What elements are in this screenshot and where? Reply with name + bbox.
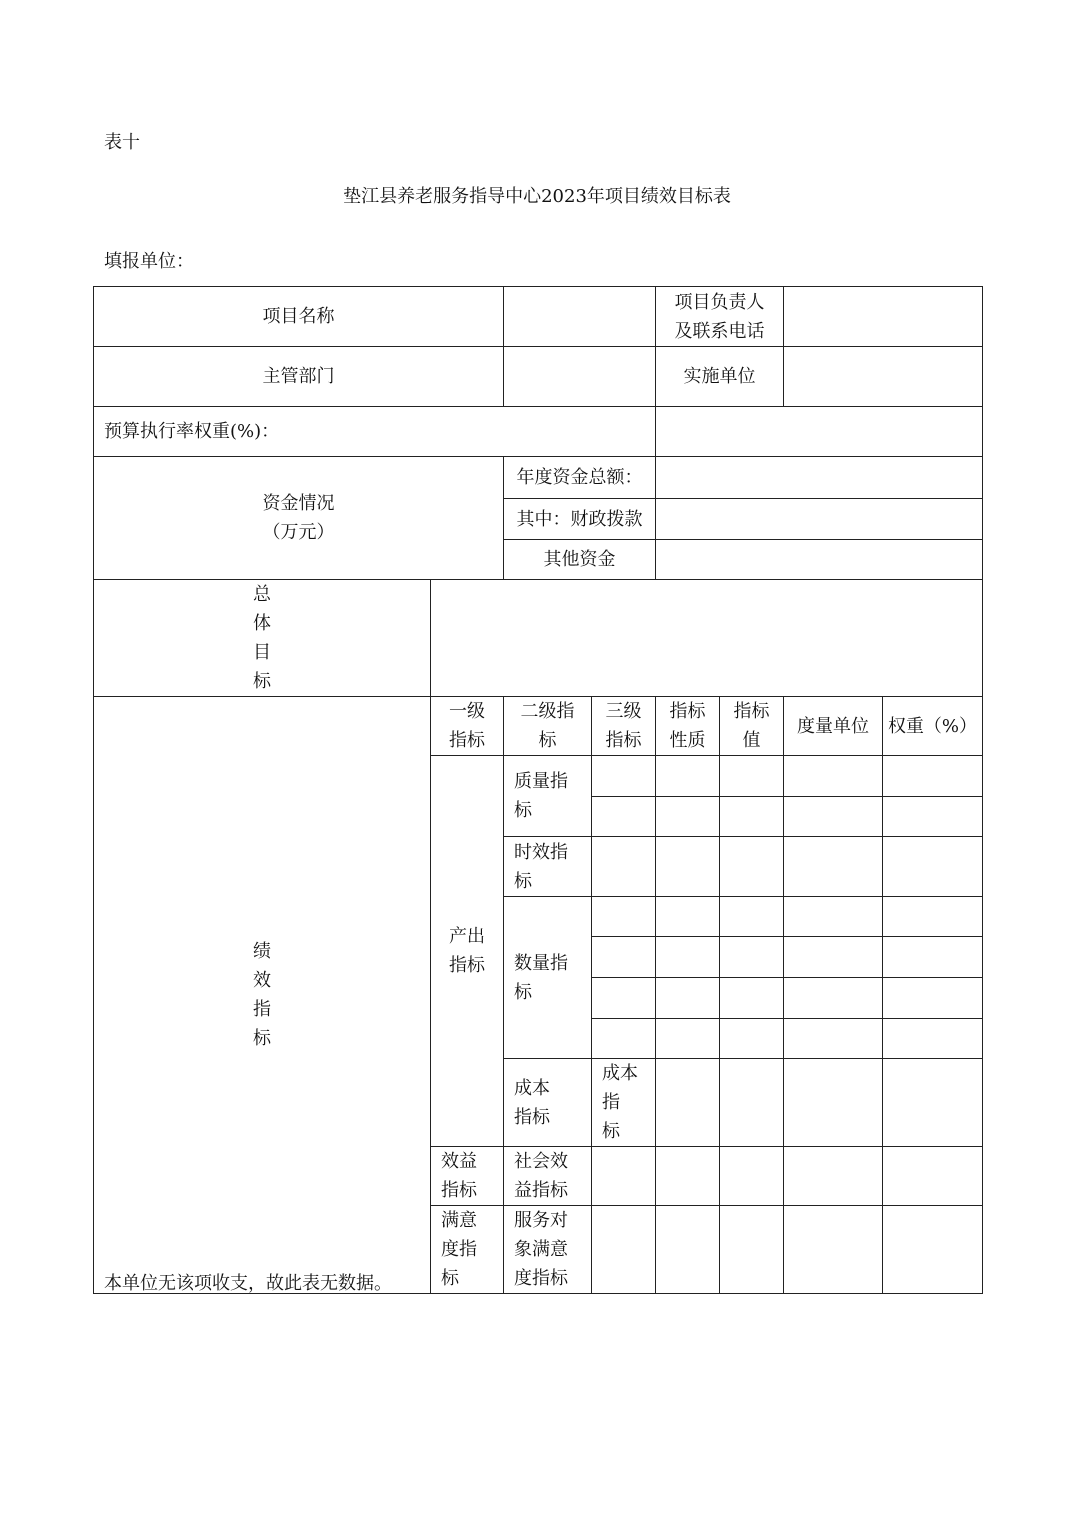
empty-cell: [883, 897, 983, 937]
group-benefit-line: 效益: [441, 1151, 477, 1172]
sub-quality: [504, 756, 592, 837]
empty-cell: [592, 978, 656, 1019]
project-name-label: 项目名称: [94, 287, 504, 347]
empty-cell: [656, 978, 720, 1019]
empty-cell: [656, 837, 720, 897]
budget-rate-label: 预算执行率权重(%)：: [94, 407, 656, 457]
budget-rate-value: [656, 407, 983, 457]
empty-cell: [784, 1147, 883, 1206]
sub-line: 数量指: [514, 952, 568, 974]
empty-cell: [656, 1147, 720, 1206]
col-header-line: 二级指: [520, 701, 575, 722]
col-header-level1: [431, 697, 504, 756]
empty-cell: [656, 1019, 720, 1059]
sub-line: 标: [514, 870, 532, 892]
empty-cell: [784, 978, 883, 1019]
empty-cell: [784, 1206, 883, 1294]
col-header-level3: [592, 697, 656, 756]
empty-cell: [656, 1206, 720, 1294]
overall-goal-value: [431, 580, 983, 697]
empty-cell: [720, 837, 784, 897]
overall-goal-char: 标: [253, 671, 271, 692]
project-name-value: [504, 287, 656, 347]
empty-cell: [883, 978, 983, 1019]
impl-unit-label: 实施单位: [656, 347, 784, 407]
sub-line: 质量指: [514, 771, 568, 792]
sub-timeliness: [504, 837, 592, 897]
other-funds-label: 其他资金: [504, 540, 656, 580]
group-cost-line: 成本: [514, 1077, 550, 1099]
empty-cell: [720, 797, 784, 837]
col-header-line: 指标: [449, 730, 485, 751]
empty-cell: [720, 1019, 784, 1059]
empty-cell: [883, 1059, 983, 1147]
footer-note: 本单位无该项收支，故此表无数据。: [104, 1273, 392, 1294]
fiscal-value: [656, 499, 983, 540]
sub-line: 象满意: [514, 1239, 568, 1260]
empty-cell: [784, 797, 883, 837]
empty-cell: [784, 1019, 883, 1059]
overall-goal-char: 目: [253, 642, 271, 663]
col-header-line: 指标: [669, 701, 706, 722]
empty-cell: [656, 937, 720, 978]
empty-cell: [720, 1147, 784, 1206]
funds-label-line2: （万元）: [262, 522, 335, 543]
col-header-line: 一级: [449, 701, 485, 722]
sub-line: 成本指: [602, 1063, 638, 1113]
group-benefit: [431, 1147, 504, 1206]
group-cost: [504, 1059, 592, 1147]
group-output-line: 产出: [449, 926, 485, 947]
empty-cell: [592, 837, 656, 897]
empty-cell: [784, 937, 883, 978]
funds-label: [94, 457, 504, 580]
contact-label-line1: 项目负责人: [674, 291, 765, 313]
fiscal-label: 其中：财政拨款: [504, 499, 656, 540]
empty-cell: [656, 1059, 720, 1147]
table-label: 表十: [104, 132, 140, 153]
sub-line: 标: [602, 1121, 620, 1142]
empty-cell: [592, 1147, 656, 1206]
group-output-line: 指标: [449, 955, 485, 976]
perf-section-char: 标: [253, 1028, 271, 1049]
dept-label: 主管部门: [94, 347, 504, 407]
empty-cell: [883, 1147, 983, 1206]
sub-service-satisfaction: [504, 1206, 592, 1294]
impl-unit-value: [784, 347, 983, 407]
performance-goal-table: [93, 286, 983, 1294]
empty-cell: [883, 756, 983, 797]
group-benefit-line: 指标: [441, 1180, 477, 1201]
empty-cell: [784, 756, 883, 797]
empty-cell: [883, 1206, 983, 1294]
sub-line: 时效指: [514, 841, 568, 863]
empty-cell: [784, 837, 883, 897]
col-header-nature: [656, 697, 720, 756]
empty-cell: [883, 797, 983, 837]
group-cost-line: 指标: [514, 1106, 550, 1128]
group-satisfaction: [431, 1206, 504, 1294]
perf-section-char: 指: [253, 999, 271, 1020]
col-header-unit: 度量单位: [784, 697, 883, 756]
empty-cell: [883, 1019, 983, 1059]
empty-cell: [592, 1206, 656, 1294]
sub-cost: [592, 1059, 656, 1147]
fill-unit-label: 填报单位：: [104, 251, 194, 272]
contact-value: [784, 287, 983, 347]
document-title: 垫江县养老服务指导中心2023年项目绩效目标表: [343, 186, 731, 207]
group-output: [431, 756, 504, 1147]
empty-cell: [592, 1019, 656, 1059]
group-satisfaction-line: 标: [441, 1268, 459, 1289]
group-satisfaction-line: 度指: [441, 1239, 477, 1260]
empty-cell: [720, 978, 784, 1019]
col-header-weight: 权重（%）: [883, 697, 983, 756]
sub-line: 度指标: [514, 1268, 568, 1289]
group-satisfaction-line: 满意: [441, 1210, 477, 1231]
sub-social-benefit: [504, 1147, 592, 1206]
col-header-line: 标: [538, 730, 557, 751]
col-header-line: 三级: [605, 701, 642, 722]
empty-cell: [720, 1206, 784, 1294]
empty-cell: [656, 897, 720, 937]
other-funds-value: [656, 540, 983, 580]
overall-goal-label: [94, 580, 431, 697]
col-header-level2: [504, 697, 592, 756]
empty-cell: [784, 897, 883, 937]
contact-label: [656, 287, 784, 347]
empty-cell: [883, 937, 983, 978]
empty-cell: [720, 897, 784, 937]
dept-value: [504, 347, 656, 407]
empty-cell: [592, 797, 656, 837]
empty-cell: [784, 1059, 883, 1147]
contact-label-line2: 及联系电话: [674, 320, 765, 342]
sub-line: 标: [514, 981, 532, 1003]
empty-cell: [592, 756, 656, 797]
empty-cell: [720, 937, 784, 978]
annual-total-label: 年度资金总额：: [504, 457, 656, 499]
empty-cell: [720, 1059, 784, 1147]
empty-cell: [656, 756, 720, 797]
col-header-line: 指标: [605, 730, 642, 751]
empty-cell: [592, 897, 656, 937]
col-header-line: 值: [742, 730, 761, 751]
perf-section-label: [94, 697, 431, 1294]
empty-cell: [656, 797, 720, 837]
annual-total-value: [656, 457, 983, 499]
sub-quantity: [504, 897, 592, 1059]
col-header-line: 性质: [669, 730, 706, 751]
overall-goal-char: 总: [253, 584, 271, 605]
sub-line: 服务对: [514, 1210, 568, 1231]
sub-line: 标: [514, 800, 532, 821]
empty-cell: [883, 837, 983, 897]
perf-section-char: 效: [253, 970, 271, 991]
sub-line: 益指标: [514, 1180, 568, 1201]
overall-goal-char: 体: [253, 613, 271, 634]
perf-section-char: 绩: [253, 941, 271, 962]
funds-label-line1: 资金情况: [262, 493, 335, 514]
empty-cell: [720, 756, 784, 797]
col-header-value: [720, 697, 784, 756]
col-header-line: 指标: [733, 701, 770, 722]
sub-line: 社会效: [514, 1151, 568, 1172]
empty-cell: [592, 937, 656, 978]
